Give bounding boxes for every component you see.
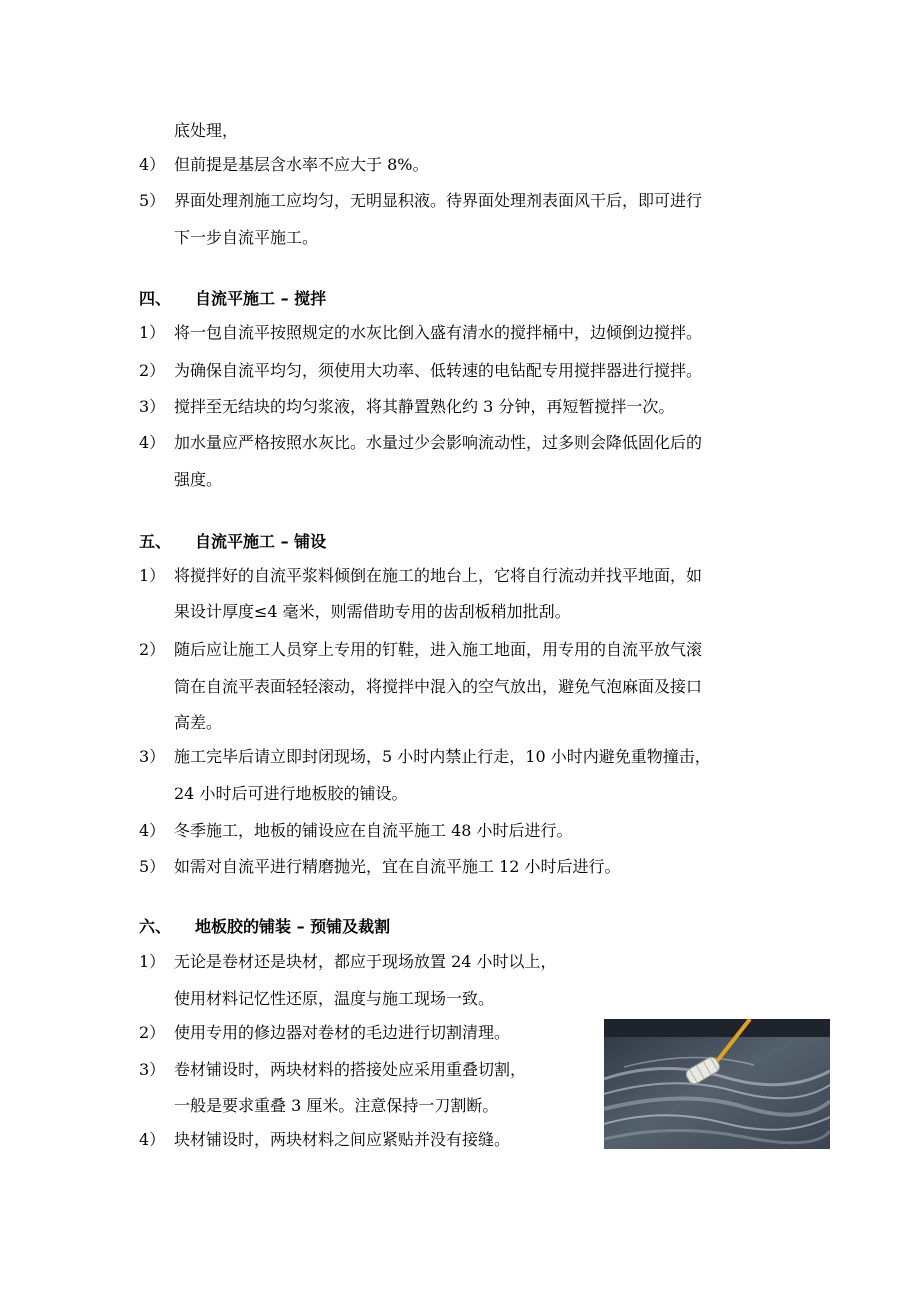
item-text: 将搅拌好的自流平浆料倾倒在施工的地台上，它将自行流动并找平地面，如 (174, 566, 703, 585)
item-number: 1） (139, 566, 166, 585)
item-number: 4） (139, 821, 166, 840)
item-text: 使用专用的修边器对卷材的毛边进行切割清理。 (174, 1023, 511, 1042)
item-number: 5） (139, 191, 166, 210)
item-text: 筒在自流平表面轻轻滚动，将搅拌中混入的空气放出，避免气泡麻面及接口 (174, 677, 703, 696)
item-text: 随后应让施工人员穿上专用的钉鞋，进入施工地面，用专用的自流平放气滚 (174, 640, 703, 659)
item-number: 3） (139, 1060, 166, 1079)
item-text: 下一步自流平施工。 (174, 228, 319, 247)
section-title: 自流平施工 – 搅拌 (195, 289, 327, 308)
item-number: 1） (139, 952, 166, 971)
section-title: 自流平施工 – 铺设 (195, 532, 327, 551)
item-text: 冬季施工，地板的铺设应在自流平施工 48 小时后进行。 (174, 821, 573, 840)
item-number: 3） (139, 747, 166, 766)
item-number: 4） (139, 433, 166, 452)
item-text: 24 小时后可进行地板胶的铺设。 (174, 784, 408, 803)
item-text: 界面处理剂施工应均匀，无明显积液。待界面处理剂表面风干后，即可进行 (174, 191, 703, 210)
item-number: 2） (139, 361, 166, 380)
item-number: 4） (139, 1130, 166, 1149)
item-text: 施工完毕后请立即封闭现场，5 小时内禁止行走，10 小时内避免重物撞击， (174, 747, 711, 766)
item-text: 无论是卷材还是块材，都应于现场放置 24 小时以上， (174, 952, 557, 971)
item-number: 2） (139, 640, 166, 659)
item-text: 但前提是基层含水率不应大于 8%。 (174, 155, 429, 174)
item-number: 1） (139, 323, 166, 342)
section-number: 四、 (139, 289, 172, 308)
item-text: 搅拌至无结块的均匀浆液，将其静置熟化约 3 分钟，再短暂搅拌一次。 (174, 397, 675, 416)
item-text: 卷材铺设时，两块材料的搭接处应采用重叠切割， (174, 1060, 527, 1079)
item-text: 块材铺设时，两块材料之间应紧贴并没有接缝。 (174, 1130, 511, 1149)
item-text: 一般是要求重叠 3 厘米。注意保持一刀割断。 (174, 1096, 499, 1115)
item-number: 5） (139, 857, 166, 876)
item-number: 4） (139, 155, 166, 174)
item-text: 为确保自流平均匀，须使用大功率、低转速的电钻配专用搅拌器进行搅拌。 (174, 361, 703, 380)
item-text: 强度。 (174, 470, 223, 489)
item-text: 果设计厚度≤4 毫米，则需借助专用的齿刮板稍加批刮。 (174, 602, 571, 621)
floor-roller-photo (604, 1019, 830, 1149)
section-number: 五、 (139, 532, 172, 551)
item-number: 2） (139, 1023, 166, 1042)
section-number: 六、 (139, 917, 172, 936)
floor-roller-illustration (604, 1019, 830, 1149)
item-text: 高差。 (174, 713, 223, 732)
section-title: 地板胶的铺装 – 预铺及裁割 (195, 917, 391, 936)
item-number: 3） (139, 397, 166, 416)
intro-continuation: 底处理， (174, 121, 239, 140)
item-text: 加水量应严格按照水灰比。水量过少会影响流动性，过多则会降低固化后的 (174, 433, 703, 452)
item-text: 将一包自流平按照规定的水灰比倒入盛有清水的搅拌桶中，边倾倒边搅拌。 (174, 323, 703, 342)
item-text: 如需对自流平进行精磨抛光，宜在自流平施工 12 小时后进行。 (174, 857, 621, 876)
item-text: 使用材料记忆性还原，温度与施工现场一致。 (174, 989, 495, 1008)
